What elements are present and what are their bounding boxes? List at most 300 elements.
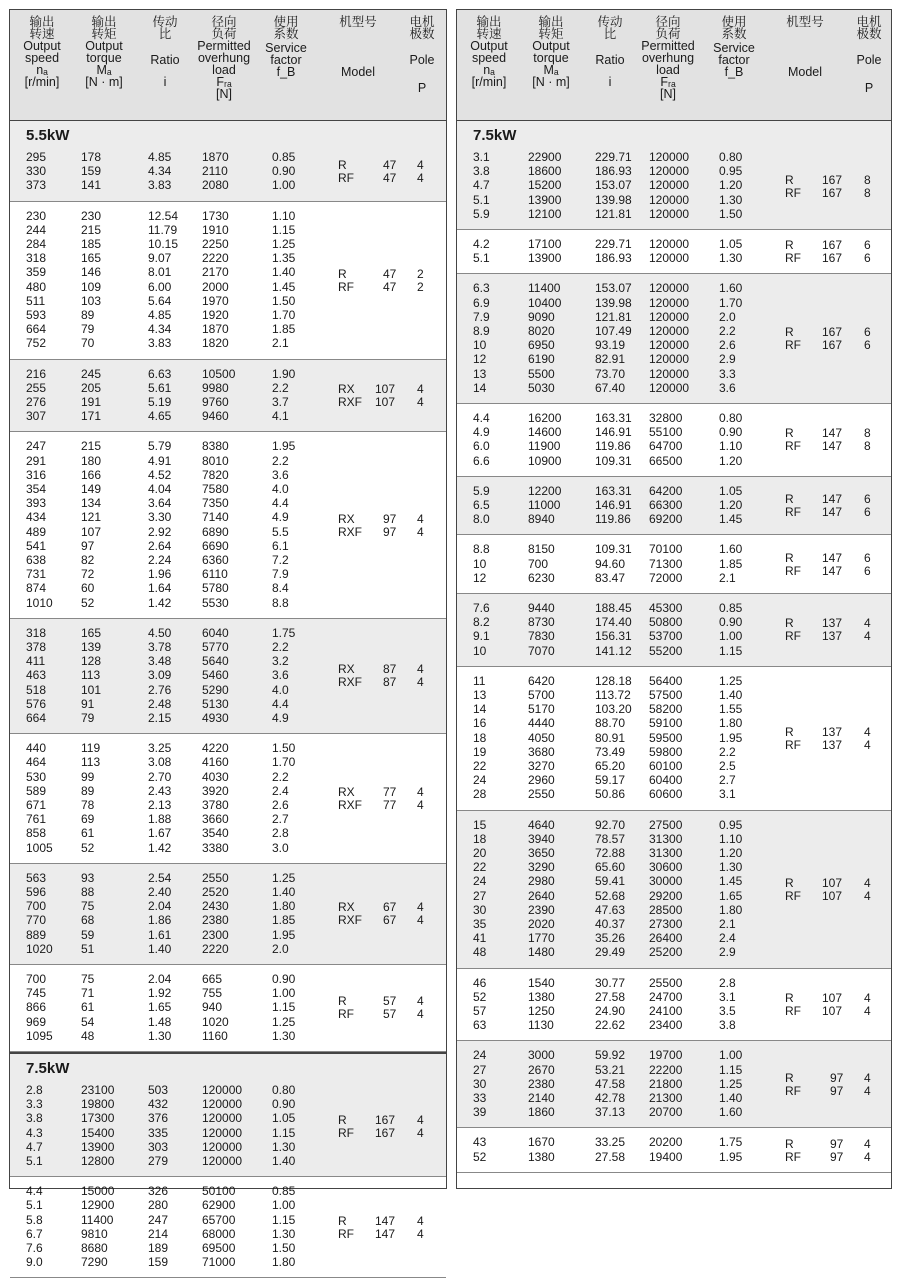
cell-overhung-load: 24100 [649,1003,683,1018]
cell-output-speed: 27 [473,1062,487,1077]
table-row [457,918,891,931]
model-block [457,493,891,519]
header-pole: 电机 极数 Pole P [856,15,882,95]
cell-output-torque: 119 [81,741,101,756]
cell-overhung-load: 66500 [649,453,683,468]
cell-ratio: 30.77 [595,975,626,990]
cell-output-torque: 75 [81,971,95,986]
cell-ratio: 5.64 [148,293,172,308]
cell-output-torque: 4050 [528,730,555,745]
cell-service-factor: 1.95 [719,730,743,745]
cell-service-factor: 1.15 [272,1212,296,1227]
cell-output-torque: 2980 [528,874,555,889]
pole-count: 6 [864,505,871,520]
model-type: RX [338,381,355,396]
cell-output-torque: 89 [81,307,95,322]
cell-output-torque: 2380 [528,1076,555,1091]
cell-service-factor: 1.10 [719,439,743,454]
cell-ratio: 33.25 [595,1135,626,1150]
table-row [10,568,446,581]
cell-output-speed: 489 [26,524,47,539]
cell-service-factor: 3.6 [272,467,289,482]
cell-output-speed: 1095 [26,1028,53,1043]
cell-output-speed: 307 [26,409,47,424]
cell-service-factor: 1.80 [719,902,743,917]
cell-ratio: 1.88 [148,812,172,827]
cell-ratio: 47.63 [595,902,626,917]
cell-ratio: 280 [148,1198,169,1213]
cell-output-speed: 700 [26,971,47,986]
cell-output-speed: 18 [473,831,487,846]
cell-overhung-load: 2110 [202,164,228,179]
table-row [457,353,891,366]
pole-count: 6 [864,251,871,266]
cell-output-speed: 52 [473,1149,487,1164]
pole-count: 4 [417,1213,424,1228]
cell-output-speed: 9.1 [473,629,490,644]
cell-service-factor: 1.20 [719,497,743,512]
cell-output-torque: 79 [81,710,95,725]
cell-overhung-load: 4160 [202,755,229,770]
cell-service-factor: 1.95 [272,927,296,942]
cell-output-speed: 230 [26,208,47,223]
model-block [457,323,891,353]
model-size: 167 [822,185,843,200]
table-row [457,282,891,295]
cell-overhung-load: 2550 [202,870,229,885]
cell-ratio: 4.04 [148,481,172,496]
cell-output-speed: 3.1 [473,150,490,164]
cell-overhung-load: 58200 [649,702,683,717]
cell-output-torque: 9090 [528,309,555,324]
table-panel-right [456,9,892,1189]
cell-ratio: 279 [148,1153,169,1168]
cell-overhung-load: 2380 [202,913,229,928]
cell-output-speed: 378 [26,639,47,654]
cell-service-factor: 1.25 [272,236,296,251]
cell-ratio: 29.49 [595,945,626,960]
cell-output-torque: 101 [81,682,102,697]
cell-service-factor: 1.20 [719,845,743,860]
model-type: RF [785,505,801,520]
cell-output-torque: 18600 [528,164,562,179]
cell-service-factor: 1.25 [272,870,296,885]
pole-count: 4 [417,900,424,915]
cell-output-torque: 1380 [528,989,555,1004]
cell-output-torque: 149 [81,481,102,496]
cell-output-torque: 6950 [528,338,555,353]
model-type: RXF [338,913,362,928]
cell-output-torque: 93 [81,870,95,885]
model-type: RF [338,1125,354,1140]
model-size: 57 [383,994,397,1009]
cell-output-speed: 530 [26,769,47,784]
cell-output-speed: 858 [26,826,47,841]
cell-output-speed: 27 [473,888,487,903]
table-row [457,151,891,164]
cell-output-torque: 1380 [528,1149,555,1164]
table-row [10,238,446,251]
cell-overhung-load: 55200 [649,643,683,658]
cell-output-speed: 12 [473,570,487,585]
model-block [10,901,446,927]
cell-ratio: 5.19 [148,394,172,409]
table-row [10,440,446,453]
cell-ratio: 103.20 [595,702,632,717]
cell-output-torque: 215 [81,439,102,454]
cell-output-speed: 15 [473,817,487,832]
cell-service-factor: 1.20 [719,453,743,468]
cell-output-speed: 48 [473,945,487,960]
table-row [457,208,891,221]
header-output-torque: 输出 转矩 Output torque Mₐ [N · m] [532,15,570,89]
pole-count: 6 [864,492,871,507]
cell-output-speed: 28 [473,787,487,802]
table-row [10,742,446,755]
cell-ratio: 141.12 [595,643,632,658]
table-row [457,368,891,381]
cell-output-speed: 13 [473,687,487,702]
model-size: 97 [383,511,397,526]
cell-output-speed: 4.9 [473,425,490,440]
cell-output-torque: 180 [81,453,102,468]
model-size: 67 [383,913,397,928]
cell-service-factor: 3.6 [272,668,289,683]
cell-overhung-load: 59100 [649,716,683,731]
cell-output-speed: 969 [26,1014,47,1029]
table-body-right [457,121,891,1173]
cell-ratio: 73.70 [595,366,626,381]
cell-output-speed: 411 [26,654,46,669]
model-type: RF [338,1007,354,1022]
cell-ratio: 214 [148,1226,169,1241]
cell-ratio: 50.86 [595,787,626,802]
cell-overhung-load: 21800 [649,1076,683,1091]
pole-count: 4 [417,394,424,409]
cell-output-torque: 8150 [528,542,555,557]
cell-service-factor: 1.05 [719,483,743,498]
cell-ratio: 2.48 [148,696,172,711]
cell-ratio: 3.30 [148,510,172,525]
cell-service-factor: 1.40 [719,687,743,702]
cell-overhung-load: 3920 [202,783,229,798]
cell-output-speed: 3.3 [26,1097,43,1112]
cell-service-factor: 1.60 [719,281,743,296]
table-row [457,311,891,324]
cell-service-factor: 3.2 [272,654,289,669]
cell-output-torque: 2960 [528,773,555,788]
cell-output-torque: 48 [81,1028,95,1043]
row-group [10,1177,446,1278]
cell-output-speed: 22 [473,758,487,773]
model-type: RXF [338,394,362,409]
cell-service-factor: 3.1 [719,989,736,1004]
cell-service-factor: 2.4 [719,931,736,946]
model-type: R [785,325,794,340]
cell-output-torque: 1860 [528,1105,555,1120]
table-row [457,833,891,846]
cell-overhung-load: 1870 [202,150,229,164]
cell-overhung-load: 7140 [202,510,229,525]
model-block [10,995,446,1021]
cell-service-factor: 1.00 [719,629,743,644]
cell-output-torque: 89 [81,783,95,798]
pole-count: 8 [864,185,871,200]
model-type: RX [338,662,355,677]
table-row [10,771,446,784]
cell-ratio: 1.86 [148,913,172,928]
model-size: 107 [822,1003,843,1018]
cell-service-factor: 1.55 [719,702,743,717]
cell-output-torque: 185 [81,236,102,251]
model-type: R [785,724,794,739]
table-row [457,847,891,860]
model-size: 47 [383,158,397,173]
cell-ratio: 3.64 [148,496,172,511]
row-group [457,274,891,404]
table-row [10,1141,446,1154]
cell-overhung-load: 28500 [649,902,683,917]
table-row [10,1185,446,1198]
table-row [10,842,446,855]
model-block [10,510,446,539]
model-block [10,1111,446,1140]
cell-output-torque: 2640 [528,888,555,903]
cell-service-factor: 0.80 [719,150,743,164]
cell-output-torque: 4440 [528,716,555,731]
cell-output-speed: 5.9 [473,483,490,498]
cell-service-factor: 8.4 [272,581,289,596]
cell-ratio: 303 [148,1139,169,1154]
model-type: R [338,994,347,1009]
model-size: 47 [383,171,397,186]
cell-service-factor: 0.90 [272,164,296,179]
pole-count: 4 [864,1136,871,1151]
row-group [10,360,446,433]
table-row [457,1019,891,1032]
cell-output-torque: 12100 [528,206,562,221]
model-size: 107 [822,990,843,1005]
model-type: RF [338,171,354,186]
row-group [10,121,446,202]
cell-service-factor: 1.50 [272,741,296,756]
cell-output-speed: 255 [26,380,47,395]
model-block [457,174,891,200]
header-model: 机型号 Model [786,15,824,79]
cell-overhung-load: 68000 [202,1226,236,1241]
cell-ratio: 163.31 [595,483,632,498]
header-output-speed: 输出 转速 Output speed nₐ [r/min] [470,15,508,89]
cell-ratio: 326 [148,1184,169,1199]
pole-count: 4 [417,662,424,677]
section-title-power: 5.5kW [26,127,70,144]
cell-output-torque: 139 [81,639,102,654]
cell-overhung-load: 120000 [649,164,690,179]
cell-output-torque: 700 [528,556,549,571]
cell-service-factor: 1.10 [719,831,743,846]
cell-overhung-load: 5640 [202,654,229,669]
cell-output-torque: 11000 [528,497,561,512]
table-row [457,760,891,773]
cell-service-factor: 1.15 [272,1125,296,1140]
cell-overhung-load: 4030 [202,769,229,784]
cell-output-torque: 3680 [528,744,555,759]
pole-count: 4 [864,990,871,1005]
cell-output-torque: 97 [81,538,95,553]
cell-ratio: 189 [148,1240,169,1255]
cell-output-speed: 4.2 [473,237,490,251]
cell-output-speed: 3.8 [473,164,490,179]
model-size: 47 [383,279,397,294]
cell-output-speed: 8.8 [473,542,490,557]
cell-output-speed: 4.4 [473,410,490,425]
cell-ratio: 2.64 [148,538,172,553]
cell-output-torque: 12800 [81,1153,115,1168]
model-type: RF [338,1226,354,1241]
cell-ratio: 88.70 [595,716,626,731]
cell-overhung-load: 120000 [202,1082,243,1097]
cell-service-factor: 1.00 [719,1048,743,1063]
pole-count: 4 [864,1070,871,1085]
cell-output-speed: 518 [26,682,47,697]
cell-output-torque: 59 [81,927,95,942]
cell-service-factor: 1.25 [719,673,743,688]
cell-overhung-load: 6890 [202,524,229,539]
cell-ratio: 53.21 [595,1062,626,1077]
cell-output-speed: 770 [26,913,47,928]
cell-output-speed: 318 [26,625,47,640]
cell-output-torque: 2140 [528,1090,555,1105]
model-block [457,1072,891,1098]
cell-ratio: 139.98 [595,192,632,207]
model-type: RXF [338,797,362,812]
model-size: 147 [822,563,843,578]
cell-overhung-load: 1160 [202,1028,228,1043]
table-row [10,309,446,322]
table-row [457,977,891,990]
cell-overhung-load: 1910 [202,222,229,237]
row-group [457,1128,891,1172]
cell-ratio: 4.34 [148,322,172,337]
cell-overhung-load: 9460 [202,409,229,424]
cell-overhung-load: 71000 [202,1255,236,1270]
cell-output-speed: 5.1 [473,192,490,207]
cell-service-factor: 1.50 [272,1240,296,1255]
cell-output-torque: 61 [81,826,95,841]
cell-overhung-load: 120000 [649,192,690,207]
table-row [10,455,446,468]
cell-service-factor: 1.95 [719,1149,743,1164]
cell-ratio: 186.93 [595,251,632,266]
cell-overhung-load: 755 [202,986,223,1001]
cell-output-torque: 178 [81,150,102,164]
cell-service-factor: 1.05 [272,1111,296,1126]
table-row [457,932,891,945]
cell-overhung-load: 62900 [202,1198,236,1213]
model-size: 167 [822,238,843,253]
cell-overhung-load: 2250 [202,236,229,251]
cell-service-factor: 1.30 [719,192,743,207]
cell-overhung-load: 56400 [649,673,683,688]
pole-count: 6 [864,325,871,340]
model-type: R [785,875,794,890]
cell-ratio: 83.47 [595,570,626,585]
cell-ratio: 146.91 [595,497,632,512]
cell-service-factor: 1.65 [719,888,743,903]
model-size: 147 [822,550,843,565]
cell-ratio: 109.31 [595,542,632,557]
cell-service-factor: 0.85 [272,150,296,164]
cell-overhung-load: 120000 [649,150,690,164]
cell-overhung-load: 22200 [649,1062,683,1077]
cell-overhung-load: 53700 [649,629,683,644]
cell-output-torque: 146 [81,265,102,280]
cell-output-torque: 3000 [528,1048,555,1063]
cell-output-speed: 5.8 [26,1212,43,1227]
cell-overhung-load: 5770 [202,639,229,654]
cell-ratio: 4.85 [148,150,172,164]
cell-service-factor: 8.8 [272,595,289,610]
cell-output-torque: 75 [81,899,95,914]
cell-output-speed: 434 [26,510,47,525]
cell-service-factor: 1.40 [272,265,296,280]
table-row [10,295,446,308]
row-group [10,202,446,360]
table-row [10,1256,446,1269]
pole-count: 4 [417,158,424,173]
model-size: 147 [822,492,843,507]
cell-output-speed: 6.9 [473,295,490,310]
cell-output-torque: 79 [81,322,95,337]
model-size: 107 [375,381,396,396]
cell-ratio: 2.24 [148,552,172,567]
cell-overhung-load: 69200 [649,512,683,527]
cell-service-factor: 3.7 [272,394,289,409]
cell-overhung-load: 4220 [202,741,229,756]
cell-service-factor: 7.9 [272,567,289,582]
cell-ratio: 186.93 [595,164,632,179]
cell-service-factor: 1.25 [719,1076,743,1091]
cell-ratio: 2.92 [148,524,172,539]
cell-output-torque: 113 [81,755,101,770]
cell-overhung-load: 120000 [202,1111,243,1126]
cell-output-torque: 14600 [528,425,562,440]
row-group [10,619,446,734]
cell-output-torque: 7830 [528,629,555,644]
cell-output-speed: 596 [26,884,47,899]
table-row [457,455,891,468]
model-type: RF [785,185,801,200]
cell-ratio: 4.91 [148,453,172,468]
cell-service-factor: 4.9 [272,510,289,525]
cell-overhung-load: 59500 [649,730,683,745]
cell-output-torque: 19800 [81,1097,115,1112]
cell-ratio: 52.68 [595,888,626,903]
cell-ratio: 1.42 [148,840,172,855]
cell-ratio: 2.04 [148,899,172,914]
cell-overhung-load: 120000 [202,1125,243,1140]
cell-output-speed: 57 [473,1003,487,1018]
cell-output-speed: 5.1 [473,251,490,266]
cell-ratio: 3.08 [148,755,172,770]
cell-ratio: 1.30 [148,1028,172,1043]
table-row [10,698,446,711]
cell-service-factor: 4.0 [272,682,289,697]
cell-overhung-load: 3660 [202,812,229,827]
model-type: RF [785,629,801,644]
cell-output-speed: 563 [26,870,47,885]
pole-count: 4 [864,737,871,752]
